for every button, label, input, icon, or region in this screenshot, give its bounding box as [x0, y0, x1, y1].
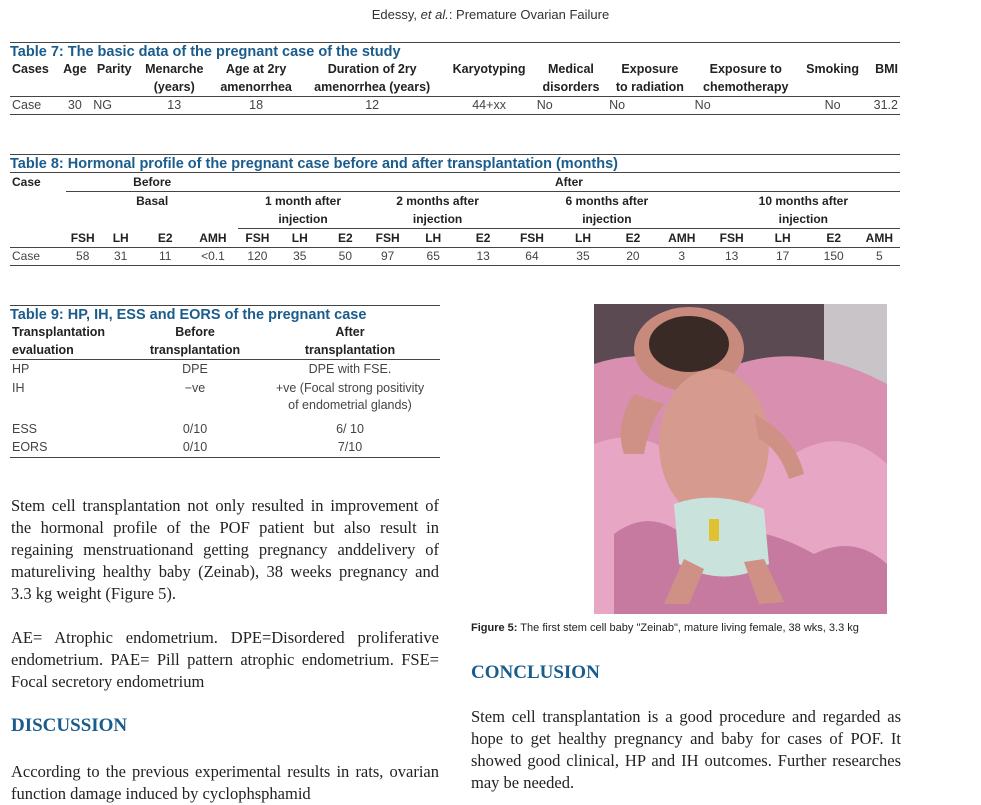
table-8-grid: [10, 172, 900, 266]
t8-sh: LH: [774, 231, 791, 245]
table-9: [10, 305, 440, 458]
table-row: EORS 0/10 7/10: [10, 438, 440, 458]
t9-h-before: Before transplantation: [149, 325, 241, 357]
t7-h-radiation: Exposure to radiation: [615, 62, 684, 94]
conclusion-text: Stem cell transplantation is a good procedure and regarded as hope to get healthy pregnancy and baby for cases of POF. It showed good clinical, HP and IH outcomes. Further researches may be needed.: [471, 707, 901, 792]
t7-c-case: Case: [12, 98, 42, 112]
t7-c-age2ry: 18: [249, 98, 264, 112]
t7-c-medical: No: [536, 98, 553, 112]
table-8: [10, 154, 900, 266]
t8-sh: E2: [826, 231, 842, 245]
table-row: ESS 0/10 6/ 10: [12, 421, 364, 436]
table-7: [10, 42, 900, 115]
discussion-text: According to the previous experimental results in rats, ovarian function damage induced by cyclophsphamid: [11, 762, 439, 803]
t7-h-age: Age: [63, 62, 87, 76]
t8-sh: FSH: [519, 231, 544, 245]
t8-h-group-6: 6 months after injection: [507, 192, 707, 229]
t8-sh: AMH: [865, 231, 893, 245]
t7-c-age: 30: [67, 98, 82, 112]
figure-5-caption: Figure 5: The first stem cell baby "Zeinab", mature living female, 38 wks, 3.3 kg: [471, 622, 859, 634]
t9-h-evaluation: Transplantation evaluation: [12, 325, 106, 357]
table-9-grid: [10, 323, 440, 458]
conclusion-heading: CONCLUSION: [471, 662, 600, 683]
t7-h-chemo: Exposure to chemotherapy: [703, 62, 789, 94]
t8-h-after: After: [238, 173, 900, 192]
t7-c-karyotyping: 44+xx: [472, 98, 506, 112]
t7-c-menarche: 13: [167, 98, 182, 112]
t8-sh: LH: [112, 230, 129, 245]
t7-h-age2ry: Age at 2ry amenorrhea: [220, 62, 292, 94]
t8-sh: AMH: [199, 230, 227, 245]
discussion-heading: DISCUSSION: [11, 715, 128, 736]
t8-h-basal: Basal: [136, 194, 169, 208]
t8-sh: E2: [625, 231, 641, 245]
t7-c-parity: NG: [93, 98, 113, 112]
t8-sh: AMH: [668, 231, 696, 245]
t8-sh: FSH: [70, 230, 95, 245]
t7-h-menarche: Menarche (years): [145, 62, 204, 94]
table-8-title: Table 8: Hormonal profile of the pregnant case before and after transplantation (months): [10, 154, 900, 172]
t8-subheader-row: [10, 229, 900, 248]
t7-c-radiation: No: [609, 98, 626, 112]
baby-photo-illustration: [594, 304, 887, 614]
t8-sh: E2: [475, 231, 491, 245]
table-row: HP DPE DPE with FSE.: [12, 362, 392, 377]
t8-sh: E2: [337, 231, 353, 245]
table-row: [10, 97, 900, 115]
t8-h-before: Before: [66, 173, 237, 192]
t9-h-after: After transplantation: [304, 325, 396, 357]
t8-h-group-10: 10 months after injection: [707, 192, 900, 229]
t8-sh: LH: [425, 231, 442, 245]
table-7-grid: [10, 60, 900, 115]
t8-h-group-1: 1 month after injection: [238, 192, 368, 229]
t7-c-bmi: 31.2: [873, 98, 898, 112]
t8-sh: FSH: [375, 231, 400, 245]
abbreviations-note: AE= Atrophic endometrium. DPE=Disordered proliferative endometrium. PAE= Pill pattern atrophic endometrium. FSE= Focal secretory endometrium: [11, 628, 439, 691]
baby-photo: [594, 304, 887, 614]
t7-h-karyotyping: Karyotyping: [452, 62, 526, 76]
t7-c-smoking: No: [824, 98, 841, 112]
t7-c-chemo: No: [694, 98, 711, 112]
t8-sh: E2: [157, 230, 173, 245]
table-9-title: Table 9: HP, IH, ESS and EORS of the pregnant case: [10, 305, 440, 323]
t8-sh: LH: [291, 231, 308, 245]
running-head: Edessy, et al.: Premature Ovarian Failure: [371, 7, 610, 22]
t8-sh: FSH: [719, 231, 744, 245]
t7-h-parity: Parity: [96, 62, 132, 76]
t7-h-duration: Duration of 2ry amenorrhea (years): [314, 62, 431, 94]
t7-h-smoking: Smoking: [806, 62, 859, 76]
t7-c-duration: 12: [365, 98, 380, 112]
table-row: Case 58 31 11 <0.1 120 35 50 97 65 13 64 35 20 3 13 17 150 5: [10, 248, 900, 266]
t8-h-case: Case: [12, 175, 41, 190]
table-7-title: Table 7: The basic data of the pregnant case of the study: [10, 42, 900, 60]
table-row: IH −ve +ve (Focal strong positivity of endometrial glands): [12, 380, 425, 412]
t7-h-bmi: BMI: [875, 62, 898, 76]
t8-sh: FSH: [245, 231, 270, 245]
t8-h-group-2: 2 months after injection: [368, 192, 507, 229]
t7-h-cases: Cases: [12, 62, 49, 76]
paragraph-results: Stem cell transplantation not only resulted in improvement of the hormonal profile of the POF patient but also result in regaining menstruationand getting pregnancy anddelivery of matureliving healthy baby (Zeinab), 38 weeks pregnancy and 3.3 kg weight (Figure 5).: [11, 496, 439, 603]
t7-h-medical: Medical disorders: [542, 62, 600, 94]
t8-sh: LH: [574, 231, 591, 245]
